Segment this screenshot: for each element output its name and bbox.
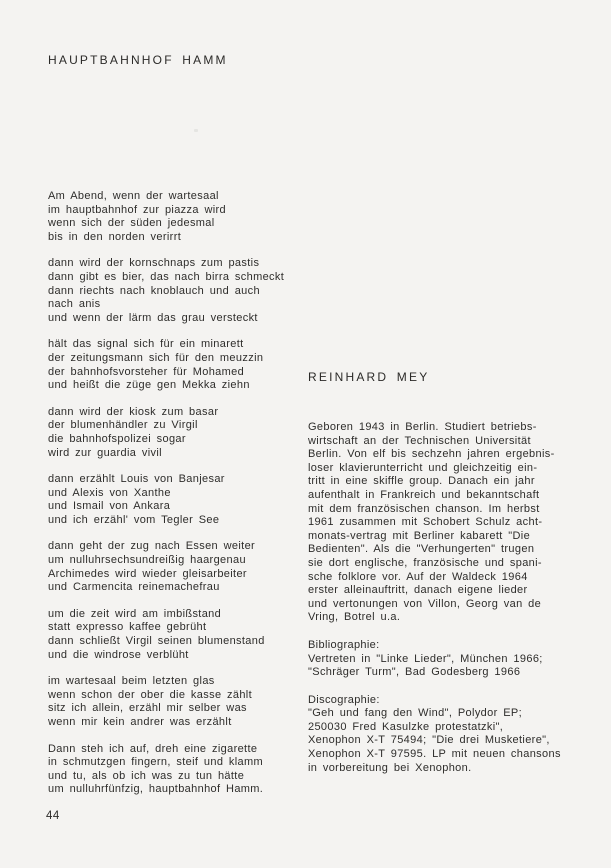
page-number: 44 [46, 810, 60, 822]
poem [48, 190, 318, 810]
text-line: im hauptbahnhof zur piazza wird [48, 203, 227, 216]
text-line: in schmutzgen fingern, steif und klamm [48, 756, 264, 769]
text-line: aufenthalt in Frankreich und bekanntschaft [308, 488, 540, 501]
text-line: sitz ich allein, erzähl mir selber was [48, 702, 247, 715]
text-line: Geboren 1943 in Berlin. Studiert betriebs- [308, 421, 537, 433]
text-line: statt expresso kaffee gebrüht [48, 621, 207, 634]
text-line: Xenophon X-T 75494; "Die drei Musketiere", [308, 734, 550, 747]
text-line: und vertonungen von Villon, Georg van de [308, 597, 542, 610]
text-line: um nulluhrfünfzig, hauptbahnhof Hamm. [48, 783, 264, 796]
bibliography-section [308, 639, 598, 680]
text-line: in vorbereitung bei Xenophon. [308, 761, 472, 774]
text-line: dann wird der kornschnaps zum pastis [48, 257, 260, 270]
text-line: Dann steh ich auf, dreh eine zigarette [48, 742, 258, 755]
text-line: und tu, als ob ich was zu tun hätte [48, 769, 245, 782]
text-line: dann gibt es bier, das nach birra schmeckt [48, 270, 285, 283]
discography-label: Discographie: [308, 693, 380, 706]
text-line: 1961 zusammen mit Schobert Schulz acht- [308, 516, 543, 529]
poem-title: HAUPTBAHNHOF HAMM [48, 53, 228, 67]
artist-profile [308, 371, 598, 775]
bibliography-entries [308, 653, 598, 680]
poem-stanza [48, 540, 318, 594]
text-line: und Ismail von Ankara [48, 500, 171, 513]
text-line: und Alexis von Xanthe [48, 486, 171, 499]
text-line: dann geht der zug nach Essen weiter [48, 540, 256, 553]
text-line: und Carmencita reinemachefrau [48, 581, 220, 594]
poem-stanza [48, 190, 318, 244]
poem-stanza [48, 257, 318, 325]
text-line: wenn mir kein andrer was erzählt [48, 716, 232, 728]
text-line: Berlin. Von elf bis sechzehn jahren ergebnis- [308, 448, 555, 461]
text-line: Am Abend, wenn der wartesaal [48, 190, 219, 202]
text-line: dann riechts nach knoblauch und auch [48, 284, 260, 297]
text-line: Xenophon X-T 97595. LP mit neuen chansons [308, 748, 561, 761]
text-line: hält das signal sich für ein minarett [48, 338, 244, 351]
text-line: um die zeit wird am imbißstand [48, 607, 222, 620]
text-line: dann schließt Virgil seinen blumenstand [48, 635, 265, 648]
discography-section [308, 694, 598, 776]
poem-stanza [48, 743, 318, 797]
text-line: und die windrose verblüht [48, 648, 189, 661]
text-line: dann erzählt Louis von Banjesar [48, 473, 225, 486]
text-line: tritt in eine skiffle group. Danach ein jahr [308, 475, 535, 488]
biography-paragraph [308, 421, 598, 625]
text-line: wirtschaft an der Technischen Universität [308, 434, 531, 447]
text-line: um nulluhrsechsundreißig haargenau [48, 554, 246, 567]
text-line: sie dort englische, französische und spani- [308, 556, 542, 569]
text-line: Archimedes wird wieder gleisarbeiter [48, 567, 247, 580]
artist-name-heading: REINHARD MEY [308, 370, 430, 384]
poem-stanza [48, 338, 318, 392]
text-line: die bahnhofspolizei sogar [48, 432, 186, 445]
print-speck [194, 129, 198, 132]
poem-stanza [48, 675, 318, 729]
poem-stanza [48, 608, 318, 662]
text-line: der blumenhändler zu Virgil [48, 419, 198, 432]
text-line: "Geh und fang den Wind", Polydor EP; [308, 707, 522, 720]
text-line: wenn sich der süden jedesmal [48, 217, 215, 230]
text-line: und wenn der lärm das grau versteckt [48, 311, 258, 324]
text-line: der zeitungsmann sich für den meuzzin [48, 351, 264, 364]
poem-stanza [48, 473, 318, 527]
text-line: bis in den norden verirrt [48, 230, 182, 243]
text-line: erster alleinauftritt, danach eigene lieder [308, 584, 528, 597]
discography-entries [308, 707, 598, 775]
text-line: mit dem französischen chanson. Im herbst [308, 502, 540, 515]
text-line: wird zur guardia vivil [48, 446, 162, 459]
text-line: und ich erzähl' vom Tegler See [48, 513, 220, 526]
text-line: dann wird der kiosk zum basar [48, 405, 219, 418]
poem-stanza [48, 406, 318, 460]
text-line: wenn schon der ober die kasse zählt [48, 688, 253, 701]
text-line: sche folklore vor. Auf der Waldeck 1964 [308, 570, 528, 583]
bibliography-label: Bibliographie: [308, 638, 380, 651]
text-line: im wartesaal beim letzten glas [48, 675, 215, 688]
text-line: monats-vertrag mit Berliner kabarett "Die [308, 529, 531, 542]
text-line: und heißt die züge gen Mekka ziehn [48, 379, 250, 392]
text-line: Bedienten". Als die "Verhungerten" trugen [308, 543, 535, 556]
text-line: 250030 Fred Kasulzke protestatzki", [308, 720, 504, 733]
text-line: "Schräger Turm", Bad Godesberg 1966 [308, 666, 521, 679]
text-line: der bahnhofsvorsteher für Mohamed [48, 365, 245, 378]
text-line: loser klavierunterricht und gleichzeitig ein- [308, 461, 538, 474]
text-line: nach anis [48, 298, 101, 311]
text-line: Vertreten in "Linke Lieder", München 1966; [308, 652, 543, 665]
text-line: Vring, Botrel u.a. [308, 611, 401, 624]
